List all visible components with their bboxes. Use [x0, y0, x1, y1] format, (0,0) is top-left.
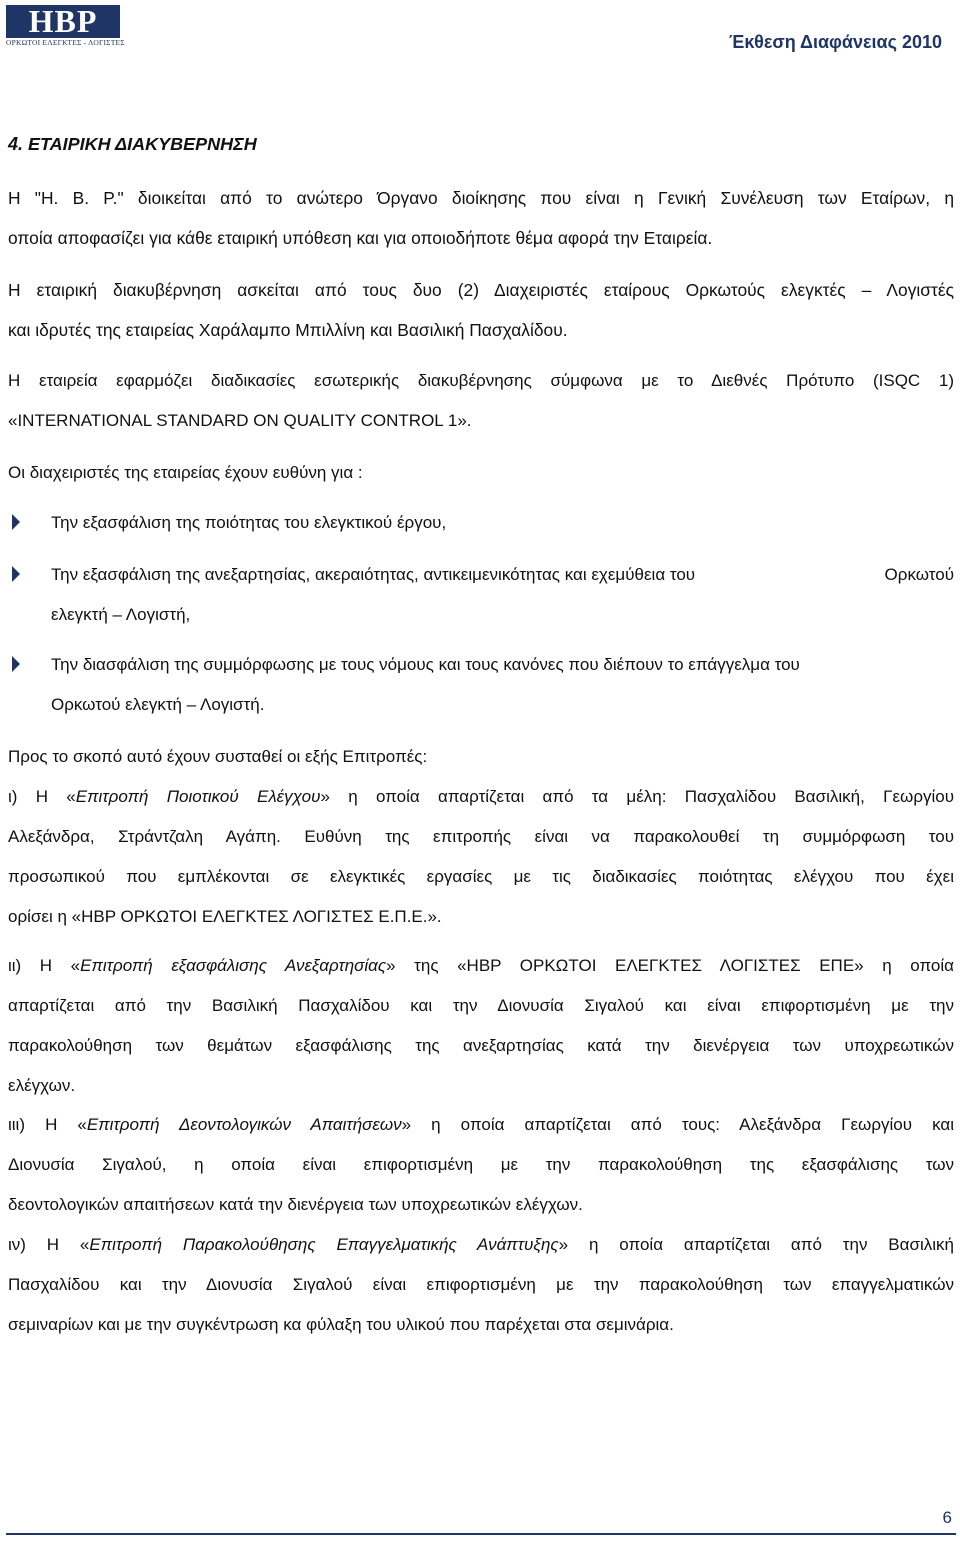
bullet-item-quality — [51, 512, 954, 552]
bullet-item-independence — [51, 564, 954, 644]
text-segment: » της «HBP ΟΡΚΩΤΟΙ ΕΛΕΓΚΤΕΣ ΛΟΓΙΣΤΕΣ ΕΠΕ» η οποία — [386, 956, 954, 975]
committee-title: Επιτροπή Παρακολούθησης Επαγγελματικής Ανάπτυξης — [89, 1235, 559, 1254]
text-segment: » η οποία απαρτίζεται από τα μέλη: Πασχαλίδου Βασιλική, Γεωργίου — [320, 787, 955, 806]
paragraph-governance-body — [8, 187, 954, 267]
report-title: Έκθεση Διαφάνειας 2010 — [728, 32, 942, 52]
committee-title: Επιτροπή Ποιοτικού Ελέγχου — [75, 787, 321, 806]
text-line — [8, 1234, 954, 1274]
text-line: προσωπικού που εμπλέκονται σε ελεγκτικές εργασίες με τις διαδικασίες ποιότητας ελέγχου που έχει — [8, 867, 954, 886]
text-line: απαρτίζεται από την Βασιλική Πασχαλίδου και την Διονυσία Σιγαλού και είναι επιφορτισμένη με την — [8, 996, 954, 1015]
committee-quality-control — [8, 786, 954, 946]
text-segment: ιν) Η « — [8, 1235, 90, 1254]
page-number: 6 — [942, 1508, 952, 1527]
text-line: Την διασφάλιση της συμμόρφωσης με τους νόμους και τους κανόνες που διέπουν το επάγγελμα του — [51, 655, 800, 674]
bullet-arrow-icon — [12, 656, 20, 672]
text-line — [8, 786, 954, 826]
text-line — [8, 955, 954, 995]
text-line: Πασχαλίδου και την Διονυσία Σιγαλού είναι επιφορτισμένη με την παρακολούθηση των επαγγελματικών — [8, 1275, 954, 1294]
company-logo — [6, 3, 125, 51]
bullet-arrow-icon — [12, 566, 20, 582]
logo-subtitle: ΟΡΚΩΤΟΙ ΕΛΕΓΚΤΕΣ - ΛΟΓΙΣΤΕΣ — [6, 38, 125, 47]
bullet-arrow-icon — [12, 514, 20, 530]
text-line: Αλεξάνδρα, Στράντζαλη Αγάπη. Ευθύνη της επιτροπής είναι να παρακολουθεί τη συμμόρφωση του — [8, 827, 954, 846]
text-line: Ορκωτού ελεγκτή – Λογιστή. — [51, 695, 265, 714]
text-line: ελεγκτή – Λογιστή, — [51, 605, 191, 624]
paragraph-administrators — [8, 279, 954, 359]
text-line: Προς το σκοπό αυτό έχουν συσταθεί οι εξής Επιτροπές: — [8, 747, 428, 766]
text-segment: » η οποία απαρτίζεται από τους: Αλεξάνδρα Γεωργίου και — [401, 1115, 954, 1134]
text-line: Η εταιρεία εφαρμόζει διαδικασίες εσωτερικής διακυβέρνησης σύμφωνα με το Διεθνές Πρότυπο (ISQC 1) — [8, 371, 954, 390]
text-segment: Την εξασφάλιση της ανεξαρτησίας, ακεραιότητας, αντικειμενικότητας και εχεμύθεια του — [51, 565, 696, 584]
section-heading: 4. ΕΤΑΙΡΙΚΗ ΔΙΑΚΥΒΕΡΝΗΣΗ — [8, 134, 257, 154]
text-line: Η εταιρική διακυβέρνηση ασκείται από τους δυο (2) Διαχειριστές εταίρους Ορκωτούς ελεγκτές – Λογιστές — [8, 280, 954, 300]
footer-divider — [6, 1533, 956, 1535]
text-line: «INTERNATIONAL STANDARD ON QUALITY CONTROL 1». — [8, 411, 472, 430]
text-line: σεμιναρίων και με την συγκέντρωση κα φύλαξη του υλικού που παρέχεται στα σεμινάρια. — [8, 1315, 674, 1334]
text-line: παρακολούθηση των θεμάτων εξασφάλισης της ανεξαρτησίας κατά την διενέργεια των υποχρεωτικών — [8, 1036, 954, 1055]
text-line: ελέγχων. — [8, 1076, 76, 1095]
committee-title: Επιτροπή Δεοντολογικών Απαιτήσεων — [86, 1115, 402, 1134]
text-line: Η "Η. Β. Ρ." διοικείται από το ανώτερο Όργανο διοίκησης που είναι η Γενική Συνέλευση των Εταίρων, η — [8, 188, 954, 208]
text-line: Διονυσία Σιγαλού, η οποία είναι επιφορτισμένη με την παρακολούθηση της εξασφάλισης των — [8, 1155, 954, 1174]
text-segment: ιιι) Η « — [8, 1115, 87, 1134]
text-line: Την εξασφάλιση της ποιότητας του ελεγκτικού έργου, — [51, 513, 447, 532]
text-segment: Ορκωτού — [884, 565, 954, 584]
text-line: δεοντολογικών απαιτήσεων κατά την διενέργεια των υποχρεωτικών ελέγχων. — [8, 1195, 583, 1214]
text-line: ορίσει η «HBP ΟΡΚΩΤΟΙ ΕΛΕΓΚΤΕΣ ΛΟΓΙΣΤΕΣ Ε.Π.Ε.». — [8, 907, 442, 926]
text-segment: » η οποία απαρτίζεται από την Βασιλική — [558, 1235, 954, 1254]
text-line — [51, 564, 954, 604]
paragraph-isqc — [8, 370, 954, 450]
committee-ethics — [8, 1114, 954, 1234]
text-line: Οι διαχειριστές της εταιρείας έχουν ευθύνη για : — [8, 463, 363, 482]
text-line: και ιδρυτές της εταιρείας Χαράλαμπο Μπιλλίνη και Βασιλική Πασχαλίδου. — [8, 320, 568, 340]
committee-title: Επιτροπή εξασφάλισης Ανεξαρτησίας — [80, 956, 387, 975]
text-segment: ιι) Η « — [8, 956, 81, 975]
paragraph-responsibilities-intro — [8, 462, 954, 502]
committee-independence — [8, 955, 954, 1115]
paragraph-committees-intro — [8, 746, 954, 786]
logo-mark: HBP — [6, 5, 120, 38]
committee-professional-development — [8, 1234, 954, 1354]
text-line: οποία αποφασίζει για κάθε εταιρική υπόθεση και για οποιοδήποτε θέμα αφορά την Εταιρεία. — [8, 228, 713, 248]
text-line — [8, 1114, 954, 1154]
text-segment: ι) Η « — [8, 787, 76, 806]
bullet-item-compliance — [51, 654, 954, 734]
